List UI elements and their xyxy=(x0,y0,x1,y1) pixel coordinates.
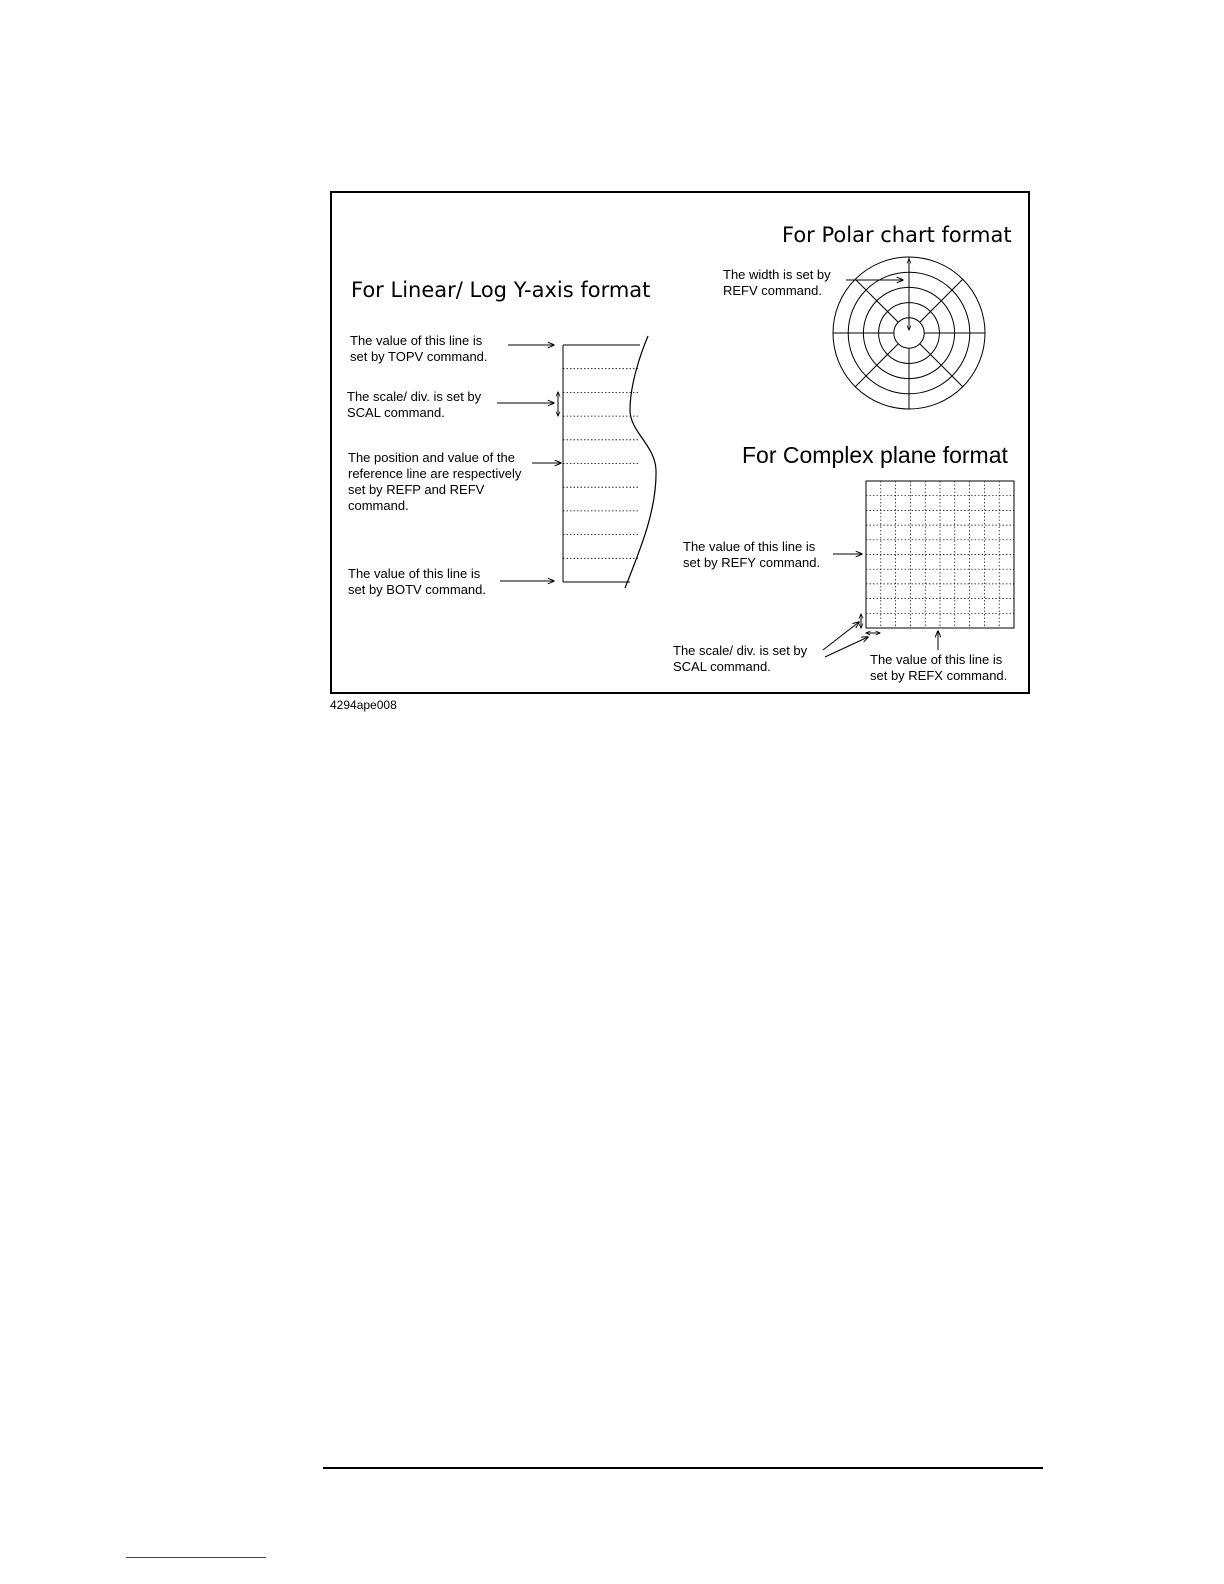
note-scal-complex-line-2: SCAL command. xyxy=(673,659,771,674)
note-botv xyxy=(348,566,486,598)
note-botv-line-2: set by BOTV command. xyxy=(348,582,486,597)
note-topv-line-1: The value of this line is xyxy=(350,333,483,348)
note-reference-line-1: The position and value of the xyxy=(348,450,515,465)
note-reference-line-3: set by REFP and REFV xyxy=(348,482,485,497)
note-scal-complex-line-1: The scale/ div. is set by xyxy=(673,643,808,658)
note-scal-linear xyxy=(347,389,481,421)
note-refy xyxy=(683,539,820,571)
note-refy-line-1: The value of this line is xyxy=(683,539,816,554)
note-scal-linear-line-1: The scale/ div. is set by xyxy=(347,389,482,404)
note-refy-line-2: set by REFY command. xyxy=(683,555,821,570)
linear-gridlines xyxy=(563,369,640,559)
polar-spoke xyxy=(855,279,898,322)
bottom-link-underline xyxy=(126,1557,266,1558)
note-scal-linear-line-2: SCAL command. xyxy=(347,405,445,420)
linear-log-title: For Linear/ Log Y-axis format xyxy=(351,278,651,302)
figure-id: 4294ape008 xyxy=(330,698,397,712)
polar-spoke xyxy=(920,279,963,322)
note-polar-width-line-2: REFV command. xyxy=(723,283,822,298)
polar-title: For Polar chart format xyxy=(782,223,1012,247)
linear-trace-curve xyxy=(625,336,656,588)
note-botv-line-1: The value of this line is xyxy=(348,566,481,581)
note-refx-line-2: set by REFX command. xyxy=(870,668,1008,683)
note-reference-line-4: command. xyxy=(348,498,409,513)
note-topv xyxy=(350,333,488,365)
complex-plane-grid xyxy=(866,481,1014,628)
complex-title: For Complex plane format xyxy=(742,442,1008,468)
note-polar-width xyxy=(723,267,831,299)
arrow-scal-complex-1 xyxy=(823,622,859,650)
footer-rule xyxy=(323,1467,1043,1469)
polar-spoke xyxy=(855,344,898,387)
note-refx-line-1: The value of this line is xyxy=(870,652,1003,667)
linear-log-graph xyxy=(563,336,656,588)
note-refx xyxy=(870,652,1007,684)
note-topv-line-2: set by TOPV command. xyxy=(350,349,488,364)
polar-spoke xyxy=(920,344,963,387)
note-reference xyxy=(348,450,521,514)
note-polar-width-line-1: The width is set by xyxy=(723,267,831,282)
note-reference-line-2: reference line are respectively xyxy=(348,466,522,481)
note-scal-complex xyxy=(673,643,807,675)
arrow-scal-complex-2 xyxy=(825,637,868,657)
